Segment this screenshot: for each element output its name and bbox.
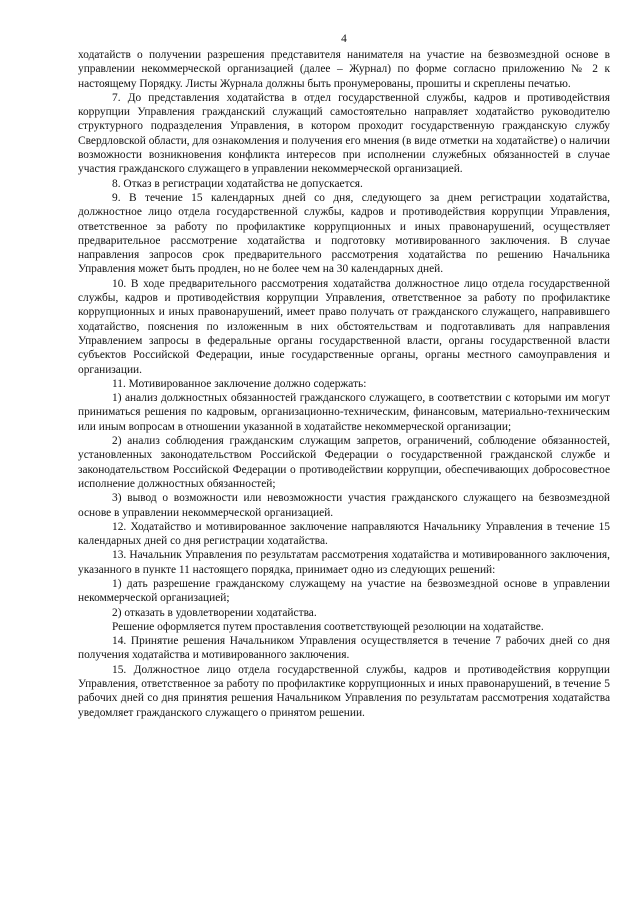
paragraph-item-14: 14. Принятие решения Начальником Управления осуществляется в течение 7 рабочих дней со дня получения ходатайства и мотивированного заключения. bbox=[78, 635, 610, 662]
page-number: 4 bbox=[341, 33, 347, 45]
paragraph-continuation: ходатайств о получении разрешения представителя нанимателя на участие на безвозмездной основе в управлении некоммерческой организацией (далее – Журнал) по форме согласно приложению № 2 к настоящему Порядку. Листы Журнала должны быть пронумерованы, прошиты и скреплены печатью. bbox=[78, 49, 610, 90]
paragraph-item-11-sub-2: 2) анализ соблюдения гражданским служащим запретов, ограничений, соблюдение обязанностей, установленных законодательством Российской Федерации о государственной гражданской службе и законодательством Российской Федерации о противодействии коррупции, обеспечивающих добросовестное исполнение должностных обязанностей; bbox=[78, 435, 610, 490]
paragraph-item-8: 8. Отказ в регистрации ходатайства не допускается. bbox=[112, 177, 363, 190]
paragraph-item-13-sub-1: 1) дать разрешение гражданскому служащему на участие на безвозмездной основе в управлении некоммерческой организацией; bbox=[78, 577, 610, 605]
paragraph-item-10: 10. В ходе предварительного рассмотрения ходатайства должностное лицо отдела государственной службы, кадров и противодействия коррупции Управления, ответственное за работу по профилактике коррупционных и иных правонарушений, имеет право получать от гражданского служащего, направившего ходатайство, пояснения по изложенным в них обстоятельствам и подготавливать для направления Управлением запросы в федеральные органы государственной власти, органы государственной власти субъектов Российской Федерации, иные государственные органы, органы местного самоуправления и организации. bbox=[78, 277, 610, 376]
paragraph-item-13: 13. Начальник Управления по результатам рассмотрения ходатайства и мотивированного заключения, указанного в пункте 11 настоящего порядка, принимает одно из следующих решений: bbox=[78, 549, 610, 576]
paragraph-item-15: 15. Должностное лицо отдела государственной службы, кадров и противодействия коррупции Управления, ответственное за работу по профилактике коррупционных и иных правонарушений, в течение 5 рабочих дней со дня принятия решения Начальником Управления по результатам рассмотрения ходатайства уведомляет гражданского служащего о принятом решении. bbox=[78, 663, 610, 719]
paragraph-item-11-sub-1: 1) анализ должностных обязанностей гражданского служащего, в соответствии с которыми им могут приниматься решения по кадровым, организационно-техническим, финансовым, материально-техническим или иным вопросам в отношении указанной в ходатайстве некоммерческой организации; bbox=[78, 392, 610, 433]
paragraph-item-13-sub-2: 2) отказать в удовлетворении ходатайства. bbox=[112, 606, 317, 619]
paragraph-item-12: 12. Ходатайство и мотивированное заключение направляются Начальнику Управления в течение 15 календарных дней со дня регистрации ходатайства. bbox=[78, 520, 610, 548]
paragraph-item-9: 9. В течение 15 календарных дней со дня, следующего за днем регистрации ходатайства, должностное лицо отдела государственной службы, кадров и противодействия коррупции Управления, ответственное за работу по профилактике коррупционных и иных правонарушений, осуществляет предварительное рассмотрение ходатайства и подготовку мотивированного заключения. В случае направления запросов срок предварительного рассмотрения ходатайства по решению Начальника Управления может быть продлен, но не более чем на 30 календарных дней. bbox=[78, 191, 610, 276]
paragraph-resolution-note: Решение оформляется путем проставления соответствующей резолюции на ходатайстве. bbox=[112, 620, 544, 633]
paragraph-item-7: 7. До представления ходатайства в отдел государственной службы, кадров и противодействия коррупции Управления гражданский служащий самостоятельно направляет ходатайство руководителю структурного подразделения Управления, в котором проходит государственную гражданскую службу Свердловской области, для ознакомления и получения его мнения (в виде отметки на ходатайстве) о наличии возможности возникновения конфликта интересов при исполнении служебных обязанностей в случае участия гражданского служащего в управлении некоммерческой организацией. bbox=[78, 91, 610, 176]
paragraph-item-11: 11. Мотивированное заключение должно содержать: bbox=[112, 377, 367, 390]
paragraph-item-11-sub-3: 3) вывод о возможности или невозможности участия гражданского служащего на безвозмездной основе в управлении некоммерческой организацией. bbox=[78, 492, 610, 519]
